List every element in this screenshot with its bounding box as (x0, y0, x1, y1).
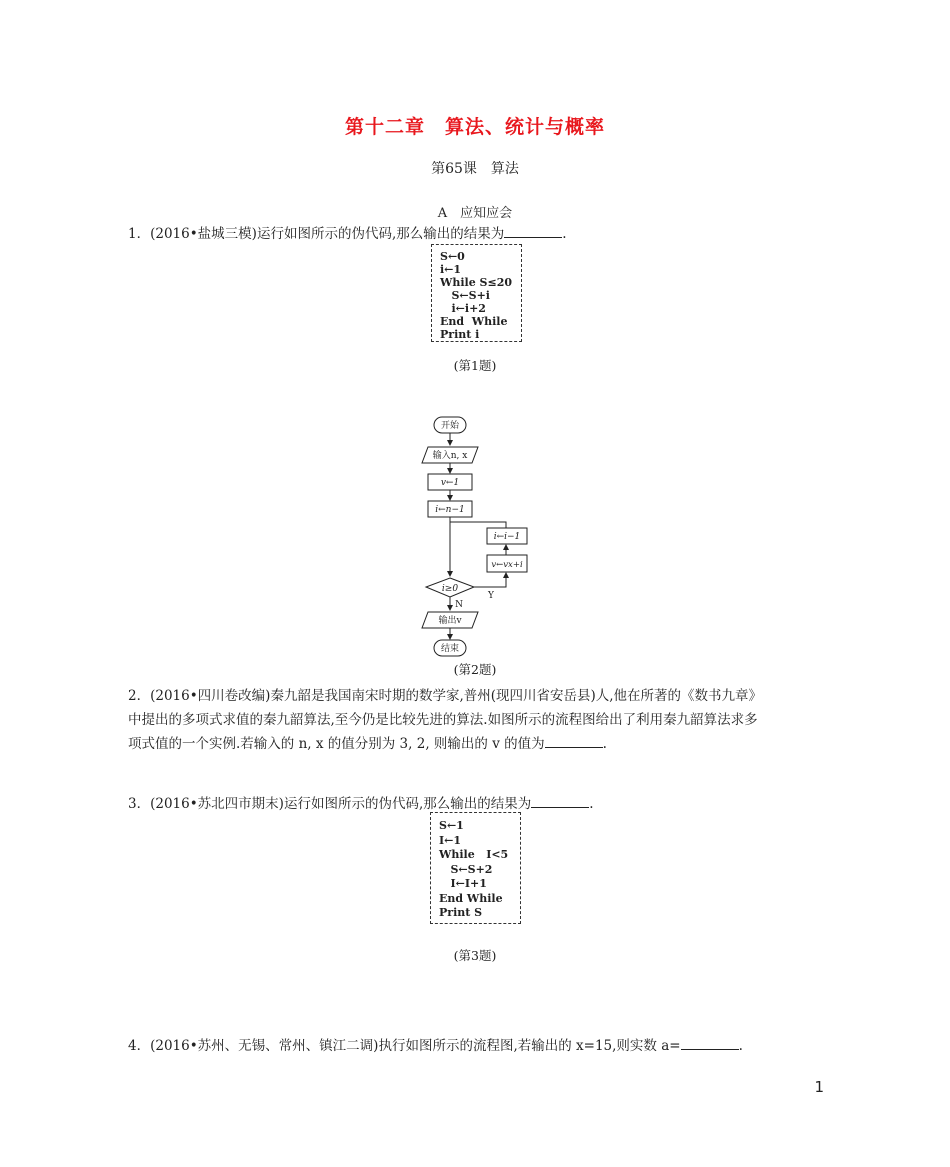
flow-start-label: 开始 (440, 421, 460, 431)
chapter-title: 第十二章 算法、统计与概率 (344, 116, 605, 138)
code-line: While S≤20 (440, 276, 513, 289)
lesson-title: 第65课 算法 (431, 161, 519, 177)
flow-yes-label: Y (488, 591, 494, 601)
question-2-line-3: 项式值的一个实例.若输入的 n, x 的值分别为 3, 2, 则输出的 v 的值为 (128, 736, 545, 752)
section-title: A 应知应会 (437, 206, 513, 221)
code-line: Print i (440, 328, 480, 341)
figure-caption-3: (第3题) (453, 948, 497, 963)
code-line: End While (440, 315, 508, 328)
figure-caption-1: (第1题) (453, 358, 497, 373)
figure-caption-2: (第2题) (453, 662, 497, 677)
code-line: While I<5 (439, 848, 509, 861)
question-3-end: . (589, 796, 594, 812)
question-2-line-1: 2．(2016•四川卷改编)秦九韶是我国南宋时期的数学家,普州(现四川省安岳县)人,他在所著的《数书九章》 (128, 688, 763, 704)
question-4 (128, 1034, 828, 1058)
flow-i-init-label: i←n−1 (435, 505, 465, 515)
code-line: Print S (439, 906, 483, 919)
code-line: S←1 (439, 819, 464, 832)
code-line: i←1 (440, 263, 462, 276)
pseudocode-box-3 (430, 812, 521, 924)
question-1 (128, 222, 828, 246)
code-line: S←0 (440, 250, 465, 263)
code-line: i←i+2 (440, 302, 486, 315)
flow-v-update-label: v←vx+i (491, 560, 523, 570)
pseudocode-box-1 (431, 244, 522, 342)
question-2-end: . (602, 736, 607, 752)
flow-no-label: N (455, 600, 463, 610)
question-2-line-2: 中提出的多项式求值的秦九韶算法,至今仍是比较先进的算法.如图所示的流程图给出了利用秦九韶算法求多 (128, 712, 758, 728)
flowchart-q2 (410, 412, 540, 662)
flow-i-dec-label: i←i−1 (493, 532, 521, 542)
page-number: 1 (814, 1078, 824, 1096)
code-line: S←S+i (440, 289, 490, 302)
code-line: I←1 (439, 833, 462, 847)
question-1-end: . (562, 226, 567, 242)
flow-v-init-label: v←1 (440, 478, 460, 488)
code-line: I←I+1 (439, 877, 487, 890)
code-line: End While (439, 891, 503, 905)
answer-blank-3 (531, 793, 589, 808)
question-4-text: 4．(2016•苏州、无锡、常州、镇江二调)执行如图所示的流程图,若输出的 x=15,则实数 a= (128, 1038, 681, 1054)
answer-blank-4 (681, 1035, 739, 1050)
answer-blank-2 (545, 733, 603, 748)
flow-end-label: 结束 (440, 644, 460, 654)
code-line: S←S+2 (439, 862, 493, 876)
question-3-text: 3．(2016•苏北四市期末)运行如图所示的伪代码,那么输出的结果为 (128, 796, 532, 812)
question-2 (128, 684, 838, 756)
question-4-end: . (738, 1038, 743, 1054)
flow-output-label: 输出v (438, 616, 462, 626)
flow-input-label: 输入n, x (432, 451, 468, 461)
question-1-text: 1．(2016•盐城三模)运行如图所示的伪代码,那么输出的结果为 (128, 226, 505, 242)
flow-condition-label: i≥0 (441, 584, 459, 594)
answer-blank-1 (504, 223, 562, 238)
